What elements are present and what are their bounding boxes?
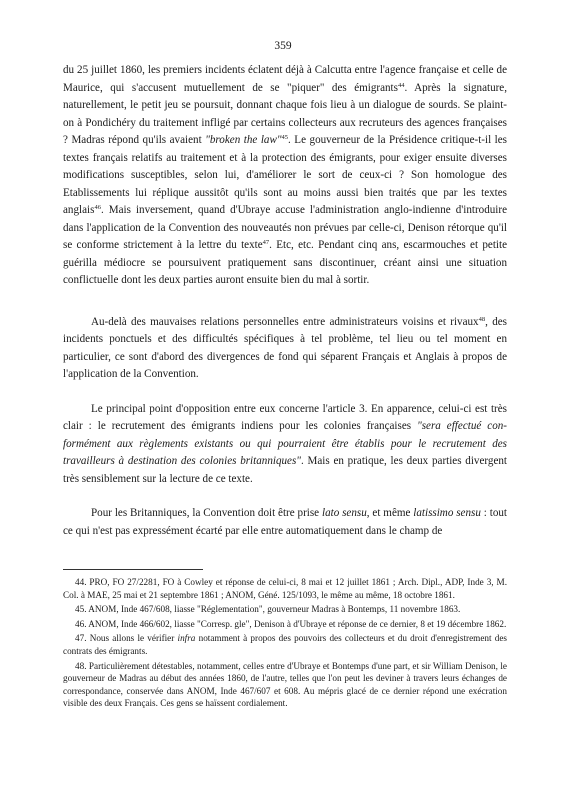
italic-text: lato sensu (321, 507, 367, 519)
page-number: 359 (274, 40, 292, 52)
text-run: 46. ANOM, Inde 466/602, liasse "Corresp. gle", Denison à d'Ubraye et réponse de ce dernier, 8 et 19 décembre 1862. (75, 618, 507, 629)
text-run: 48. Particulièrement détestables, notamment, celles entre d'Ubraye et Bontemps d'une part, et sir William Denison, le gouverneur de Madras au début des années 1860, de l'autre, telles que l'on peut les deviner à travers leurs échanges de correspondance, conservée dans ANOM, Inde 467/607 et 608. Au mépris glacé de ce dernier répond une exécration visible des deux Français. Ces gens se haïssent cordialement. (63, 660, 507, 709)
footnote-ref: 47 (262, 239, 270, 246)
paragraph-3 (63, 401, 507, 489)
text-run: , et même (366, 507, 414, 519)
text-run: 47. Nous allons le vérifier (75, 633, 178, 644)
paragraph-4 (63, 505, 507, 540)
text-run: : tout ce qui n'est pas expressément écarté par elle entre automatiquement dans le champ de (63, 507, 507, 537)
text-run: 45. ANOM, Inde 467/608, liasse "Réglementation", gouverneur Madras à Bontemps, 11 novembre 1863. (75, 604, 461, 615)
text-run: . Mais inversement, quand d'Ubraye accuse l'administration anglo-indienne d'introduire dans l'application de la Convention des nouveautés non prévues par celle-ci, Denison rétorque qu'il se conforme strictement à la lettre du texte (63, 204, 507, 251)
text-run: . Après la signature, naturellement, le petit jeu se poursuit, donnant chaque fois lieu à un dialogue de sourds. Se plaint-on à Pondichéry du traitement infligé par certains collecteurs aux recruteurs des agences françaises ? Madras répond qu'ils avaient (63, 81, 508, 146)
text-run: Pour les Britanniques, la Convention doit être prise (91, 507, 322, 519)
footnote-48 (63, 660, 507, 710)
footnote-ref: 44 (397, 81, 405, 89)
text-run: du 25 juillet 1860, les premiers incidents éclatent déjà à Calcutta entre l'agence française et celle de Maurice, qui s'accusent mutuellement de se "piquer" des émigrants (63, 64, 507, 94)
footnote-45 (63, 603, 507, 616)
italic-text: infra (177, 633, 196, 644)
text-run: Au-delà des mauvaises relations personnelles entre administrateurs voisins et rivaux (91, 315, 479, 328)
italic-text: "broken the law" (205, 134, 282, 146)
text-run: notamment à propos des pouvoirs des collecteurs et du droit d'enregistrement des contrats des émigrants. (63, 633, 507, 656)
footnote-47 (63, 632, 507, 657)
text-run: , des incidents ponctuels et des difficultés spécifiques à tel problème, tel lieu ou tel moment en particulier, ce sont d'abord des divergences de fond qui séparent Français et Anglais à propos de l'application de la Convention. (63, 315, 507, 380)
italic-text: latissimo sensu (413, 507, 481, 519)
paragraph-2 (63, 314, 507, 384)
footnote-ref: 45 (281, 134, 289, 141)
footnote-separator (63, 569, 203, 570)
text-run: . Le gouverneur de la Présidence critique-t-il les textes français relatifs au traitement et à la protection des émigrants, pour exiger ensuite diverses modifications susceptibles, selon lui, d'améliorer le sort de ceux-ci ? Son homologue des Etablissements lui réplique aussitôt qu'ils sont au moins aussi bien traités que par les textes anglais (63, 134, 507, 216)
text-run: . Etc, etc. Pendant cinq ans, escarmouches et petite guérilla médiocre se poursuivent pratiquement sans discontinuer, créant ainsi une situation conflictuelle dont les deux parties auront ensuite bien du mal à sortir. (63, 239, 507, 286)
footnote-46 (63, 618, 507, 631)
paragraph-1 (63, 62, 507, 290)
footnote-ref: 46 (94, 204, 101, 211)
footnote-44 (63, 576, 507, 601)
footnote-ref: 48 (478, 315, 486, 323)
body-text (63, 62, 507, 557)
text-run: 44. PRO, FO 27/2281, FO à Cowley et réponse de celui-ci, 8 mai et 12 juillet 1861 ; Arch. Dipl., ADP, Inde 3, M. Col. à MAE, 25 mai et 21 septembre 1861 ; ANOM, Géné. 125/1093, le même au même, 18 octobre 1861. (63, 577, 507, 600)
text-run: . Mais en pratique, les deux parties divergent très sensiblement sur la lecture de ce texte. (63, 455, 507, 485)
text-run: Le principal point d'opposition entre eux concerne l'article 3. En apparence, celui-ci est très clair : le recrutement des émigrants indiens pour les colonies françaises (63, 402, 507, 432)
italic-text: "sera effectué conformément aux règlements existants ou qui pourraient être établis pour le recrutement des travailleurs à destination des colonies britanniques" (63, 420, 507, 467)
footnotes (63, 576, 507, 710)
